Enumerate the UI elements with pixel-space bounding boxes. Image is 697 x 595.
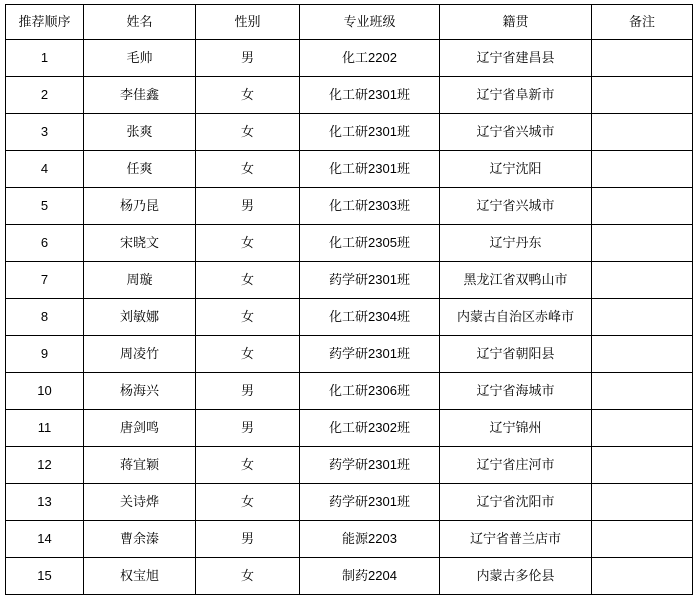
cell-name: 关诗烨 — [84, 484, 196, 521]
table-row — [6, 410, 693, 447]
table-row — [6, 262, 693, 299]
cell-origin: 黑龙江省双鸭山市 — [440, 262, 592, 299]
cell-note — [592, 521, 693, 558]
table-row — [6, 299, 693, 336]
cell-origin: 辽宁省阜新市 — [440, 77, 592, 114]
cell-origin: 辽宁省建昌县 — [440, 40, 592, 77]
cell-note — [592, 558, 693, 595]
table-row — [6, 336, 693, 373]
cell-gender: 男 — [196, 188, 300, 225]
cell-order: 3 — [6, 114, 84, 151]
cell-order: 7 — [6, 262, 84, 299]
cell-gender: 男 — [196, 373, 300, 410]
cell-note — [592, 299, 693, 336]
cell-order: 1 — [6, 40, 84, 77]
column-header-order: 推荐顺序 — [6, 5, 84, 40]
cell-name: 宋晓文 — [84, 225, 196, 262]
table-row — [6, 447, 693, 484]
cell-gender: 女 — [196, 299, 300, 336]
table-row — [6, 225, 693, 262]
cell-origin: 辽宁省兴城市 — [440, 188, 592, 225]
cell-order: 5 — [6, 188, 84, 225]
cell-origin: 辽宁省海城市 — [440, 373, 592, 410]
cell-note — [592, 225, 693, 262]
cell-class: 化工研2301班 — [300, 77, 440, 114]
cell-class: 化工研2301班 — [300, 151, 440, 188]
table-row — [6, 77, 693, 114]
cell-order: 9 — [6, 336, 84, 373]
cell-gender: 女 — [196, 225, 300, 262]
cell-note — [592, 447, 693, 484]
cell-origin: 辽宁沈阳 — [440, 151, 592, 188]
cell-class: 化工研2302班 — [300, 410, 440, 447]
cell-class: 制药2204 — [300, 558, 440, 595]
cell-class: 能源2203 — [300, 521, 440, 558]
cell-origin: 内蒙古多伦县 — [440, 558, 592, 595]
cell-gender: 女 — [196, 77, 300, 114]
table-row — [6, 151, 693, 188]
cell-gender: 女 — [196, 484, 300, 521]
cell-name: 任爽 — [84, 151, 196, 188]
cell-origin: 辽宁锦州 — [440, 410, 592, 447]
cell-gender: 女 — [196, 336, 300, 373]
cell-gender: 女 — [196, 151, 300, 188]
cell-name: 李佳鑫 — [84, 77, 196, 114]
table-header — [6, 5, 693, 40]
cell-note — [592, 114, 693, 151]
cell-gender: 女 — [196, 558, 300, 595]
cell-name: 蒋宜颖 — [84, 447, 196, 484]
table-row — [6, 558, 693, 595]
cell-class: 化工研2303班 — [300, 188, 440, 225]
cell-class: 药学研2301班 — [300, 447, 440, 484]
cell-origin: 辽宁省兴城市 — [440, 114, 592, 151]
cell-gender: 男 — [196, 40, 300, 77]
cell-order: 8 — [6, 299, 84, 336]
cell-origin: 辽宁省朝阳县 — [440, 336, 592, 373]
cell-class: 化工研2305班 — [300, 225, 440, 262]
cell-origin: 辽宁丹东 — [440, 225, 592, 262]
cell-order: 12 — [6, 447, 84, 484]
cell-name: 权宝旭 — [84, 558, 196, 595]
cell-note — [592, 373, 693, 410]
cell-name: 杨乃昆 — [84, 188, 196, 225]
table-row — [6, 484, 693, 521]
cell-gender: 女 — [196, 447, 300, 484]
cell-note — [592, 336, 693, 373]
cell-origin: 辽宁省庄河市 — [440, 447, 592, 484]
cell-order: 14 — [6, 521, 84, 558]
column-header-origin: 籍贯 — [440, 5, 592, 40]
cell-name: 杨海兴 — [84, 373, 196, 410]
cell-note — [592, 484, 693, 521]
cell-name: 曹余溱 — [84, 521, 196, 558]
cell-note — [592, 40, 693, 77]
cell-name: 刘敏娜 — [84, 299, 196, 336]
cell-name: 周凌竹 — [84, 336, 196, 373]
cell-name: 唐剑鸣 — [84, 410, 196, 447]
cell-class: 化工研2306班 — [300, 373, 440, 410]
cell-origin: 内蒙古自治区赤峰市 — [440, 299, 592, 336]
cell-order: 13 — [6, 484, 84, 521]
table-header-row — [6, 5, 693, 40]
cell-note — [592, 188, 693, 225]
column-header-gender: 性别 — [196, 5, 300, 40]
cell-gender: 男 — [196, 410, 300, 447]
cell-origin: 辽宁省沈阳市 — [440, 484, 592, 521]
column-header-note: 备注 — [592, 5, 693, 40]
table-row — [6, 373, 693, 410]
cell-name: 张爽 — [84, 114, 196, 151]
table-row — [6, 114, 693, 151]
table-body — [6, 40, 693, 595]
cell-order: 15 — [6, 558, 84, 595]
table-row — [6, 521, 693, 558]
cell-note — [592, 151, 693, 188]
column-header-name: 姓名 — [84, 5, 196, 40]
column-header-class: 专业班级 — [300, 5, 440, 40]
cell-gender: 男 — [196, 521, 300, 558]
cell-origin: 辽宁省普兰店市 — [440, 521, 592, 558]
cell-name: 周璇 — [84, 262, 196, 299]
cell-order: 6 — [6, 225, 84, 262]
cell-class: 药学研2301班 — [300, 262, 440, 299]
cell-note — [592, 410, 693, 447]
cell-order: 11 — [6, 410, 84, 447]
cell-note — [592, 77, 693, 114]
cell-gender: 女 — [196, 114, 300, 151]
table-row — [6, 40, 693, 77]
cell-order: 10 — [6, 373, 84, 410]
table-row — [6, 188, 693, 225]
cell-class: 化工研2304班 — [300, 299, 440, 336]
cell-class: 化工研2301班 — [300, 114, 440, 151]
cell-gender: 女 — [196, 262, 300, 299]
cell-order: 2 — [6, 77, 84, 114]
cell-class: 药学研2301班 — [300, 336, 440, 373]
cell-class: 药学研2301班 — [300, 484, 440, 521]
recommendation-roster-table — [5, 4, 693, 595]
cell-class: 化工2202 — [300, 40, 440, 77]
cell-name: 毛帅 — [84, 40, 196, 77]
cell-order: 4 — [6, 151, 84, 188]
cell-note — [592, 262, 693, 299]
